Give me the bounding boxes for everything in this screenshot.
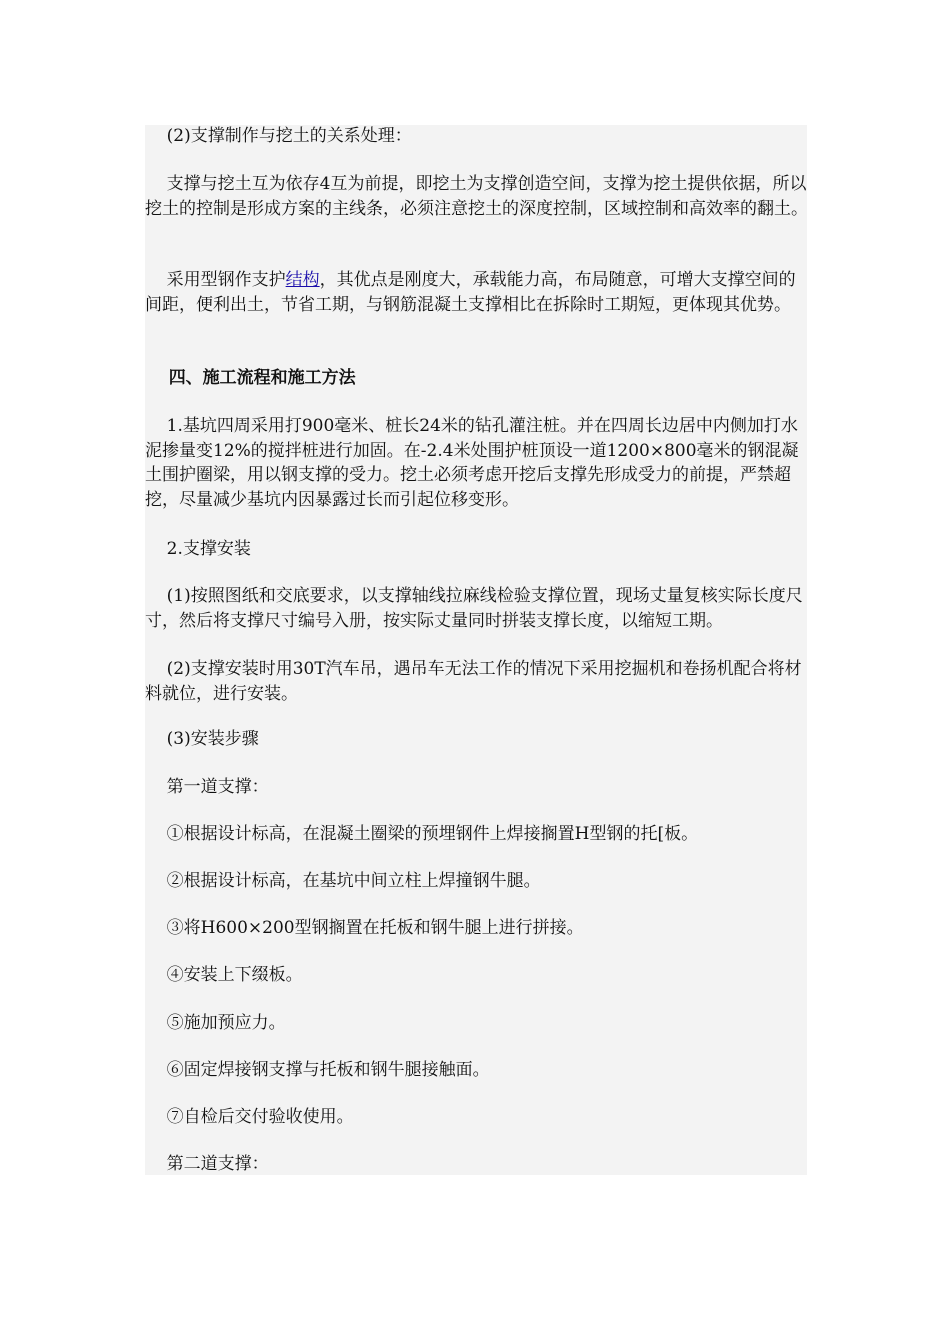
step-2: ②根据设计标高，在基坑中间立柱上焊撞钢牛腿。 [145,871,541,891]
paragraph-pit-foundation: 1.基坑四周采用打900毫米、桩长24米的钻孔灌注桩。并在四周长边居中内侧加打水泥掺量变12%的搅拌桩进行加固。在-2.4米处围护桩顶设一道1200×800毫米的钢混凝土围护圈梁，用以钢支撑的受力。挖土必须考虑开挖后支撑先形成受力的前提，严禁超挖，尽量减少基坑内因暴露过长而引起位移变形。 [145,416,799,510]
second-support-heading: 第二道支撑： [145,1154,269,1174]
paragraph-install-steps: (3)安装步骤 [145,729,259,749]
step-1: ①根据设计标高，在混凝土圈梁的预埋钢件上焊接搁置H型钢的托[板。 [145,824,699,844]
subheading-support-install: 2.支撑安装 [145,539,251,559]
step-5: ⑤施加预应力。 [145,1013,286,1033]
paragraph-install-1: (1)按照图纸和交底要求，以支撑轴线拉麻线检验支撑位置，现场丈量复核实际长度尺寸，然后将支撑尺寸编号入册，按实际丈量同时拼装支撑长度，以缩短工期。 [145,586,803,631]
paragraph-steel-support-lead: 采用型钢作支护 [145,270,286,290]
step-3: ③将H600×200型钢搁置在托板和钢牛腿上进行拼接。 [145,918,584,938]
paragraph-steel-support-tail: ，其优点是刚度大，承载能力高，布局随意，可增大支撑空间的间距，便利出土，节省工期，与钢筋混凝土支撑相比在拆除时工期短，更体现其优势。 [145,270,796,315]
paragraph-2-heading: (2)支撑制作与挖土的关系处理： [145,126,412,146]
first-support-heading: 第一道支撑： [145,777,269,797]
paragraph-support-excavation: 支撑与挖土互为依存4互为前提，即挖土为支撑创造空间，支撑为挖土提供依据，所以挖土的控制是形成方案的主线条，必须注意挖土的深度控制，区域控制和高效率的翻土。 [145,174,808,219]
step-4: ④安装上下缀板。 [145,965,303,985]
paragraph-steel-support [145,268,809,317]
step-7: ⑦自检后交付验收使用。 [145,1107,354,1127]
step-6: ⑥固定焊接钢支撑与托板和钢牛腿接触面。 [145,1060,490,1080]
section-heading-4: 四、施工流程和施工方法 [145,368,356,388]
structure-link[interactable]: 结构 [285,270,320,290]
paragraph-install-2: (2)支撑安装时用30T汽车吊，遇吊车无法工作的情况下采用挖掘机和卷扬机配合将材料就位，进行安装。 [145,659,802,704]
